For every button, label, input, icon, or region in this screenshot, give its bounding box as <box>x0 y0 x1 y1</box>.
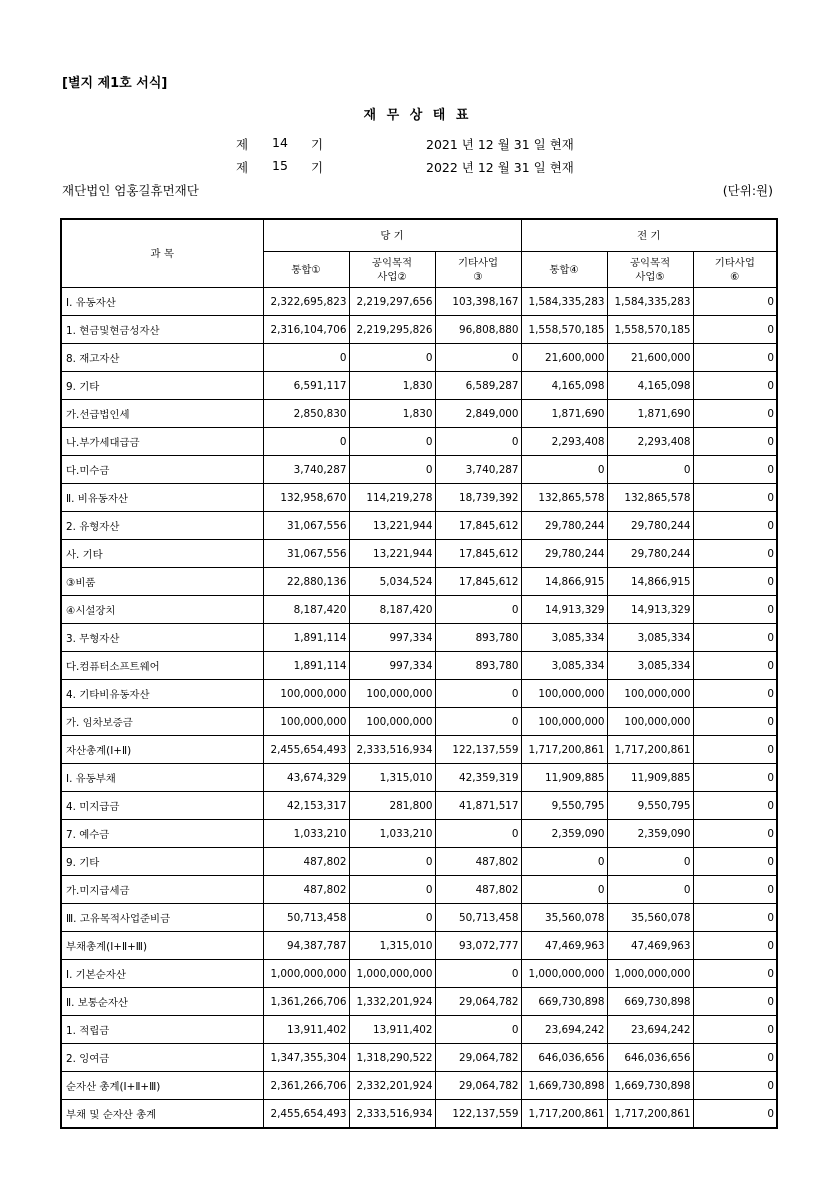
amount-cell: 50,713,458 <box>435 904 521 932</box>
amount-cell: 0 <box>693 1100 777 1129</box>
row-label: 4. 기타비유동자산 <box>61 680 263 708</box>
row-label: Ⅲ. 고유목적사업준비금 <box>61 904 263 932</box>
row-label: Ⅰ. 기본순자산 <box>61 960 263 988</box>
amount-cell: 23,694,242 <box>607 1016 693 1044</box>
amount-cell: 0 <box>435 680 521 708</box>
amount-cell: 2,219,297,656 <box>349 288 435 316</box>
amount-cell: 1,000,000,000 <box>607 960 693 988</box>
amount-cell: 0 <box>263 344 349 372</box>
table-row <box>61 848 777 876</box>
amount-cell: 3,740,287 <box>435 456 521 484</box>
row-label: 자산총계(Ⅰ+Ⅱ) <box>61 736 263 764</box>
table-row <box>61 484 777 512</box>
period-date: 2022 년 12 월 31 일 현재 <box>426 160 574 175</box>
amount-cell: 23,694,242 <box>521 1016 607 1044</box>
amount-cell: 29,064,782 <box>435 1044 521 1072</box>
amount-cell: 1,871,690 <box>607 400 693 428</box>
amount-cell: 0 <box>693 400 777 428</box>
amount-cell: 1,830 <box>349 372 435 400</box>
amount-cell: 29,780,244 <box>607 512 693 540</box>
amount-cell: 0 <box>349 904 435 932</box>
amount-cell: 41,871,517 <box>435 792 521 820</box>
row-label: 4. 미지급금 <box>61 792 263 820</box>
amount-cell: 2,361,266,706 <box>263 1072 349 1100</box>
row-label: Ⅰ. 유동자산 <box>61 288 263 316</box>
amount-cell: 0 <box>607 456 693 484</box>
amount-cell: 13,221,944 <box>349 540 435 568</box>
amount-cell: 132,958,670 <box>263 484 349 512</box>
amount-cell: 487,802 <box>263 876 349 904</box>
amount-cell: 1,669,730,898 <box>607 1072 693 1100</box>
amount-cell: 2,849,000 <box>435 400 521 428</box>
row-label: 나.부가세대급금 <box>61 428 263 456</box>
header-current-period: 당 기 <box>263 219 521 252</box>
amount-cell: 0 <box>693 988 777 1016</box>
amount-cell: 13,221,944 <box>349 512 435 540</box>
row-label: 3. 무형자산 <box>61 624 263 652</box>
amount-cell: 0 <box>435 708 521 736</box>
row-label: Ⅱ. 보통순자산 <box>61 988 263 1016</box>
amount-cell: 3,740,287 <box>263 456 349 484</box>
amount-cell: 0 <box>693 680 777 708</box>
amount-cell: 0 <box>693 652 777 680</box>
amount-cell: 0 <box>693 372 777 400</box>
amount-cell: 893,780 <box>435 652 521 680</box>
header-col: 공익목적 사업⑤ <box>607 252 693 288</box>
amount-cell: 1,347,355,304 <box>263 1044 349 1072</box>
amount-cell: 1,891,114 <box>263 652 349 680</box>
amount-cell: 2,850,830 <box>263 400 349 428</box>
amount-cell: 1,669,730,898 <box>521 1072 607 1100</box>
amount-cell: 47,469,963 <box>521 932 607 960</box>
row-label: 가. 임차보증금 <box>61 708 263 736</box>
amount-cell: 35,560,078 <box>607 904 693 932</box>
amount-cell: 646,036,656 <box>607 1044 693 1072</box>
table-row <box>61 400 777 428</box>
amount-cell: 21,600,000 <box>521 344 607 372</box>
period-number: 15 <box>272 158 288 173</box>
amount-cell: 1,315,010 <box>349 764 435 792</box>
table-row <box>61 288 777 316</box>
amount-cell: 669,730,898 <box>521 988 607 1016</box>
amount-cell: 2,359,090 <box>521 820 607 848</box>
amount-cell: 0 <box>693 820 777 848</box>
row-label: 2. 잉여금 <box>61 1044 263 1072</box>
amount-cell: 0 <box>435 344 521 372</box>
amount-cell: 1,891,114 <box>263 624 349 652</box>
amount-cell: 1,318,290,522 <box>349 1044 435 1072</box>
amount-cell: 100,000,000 <box>607 680 693 708</box>
amount-cell: 47,469,963 <box>607 932 693 960</box>
amount-cell: 35,560,078 <box>521 904 607 932</box>
amount-cell: 94,387,787 <box>263 932 349 960</box>
amount-cell: 29,780,244 <box>521 540 607 568</box>
amount-cell: 0 <box>349 456 435 484</box>
row-label: 9. 기타 <box>61 848 263 876</box>
amount-cell: 8,187,420 <box>263 596 349 624</box>
amount-cell: 21,600,000 <box>607 344 693 372</box>
header-col: 공익목적 사업② <box>349 252 435 288</box>
table-row <box>61 792 777 820</box>
row-label: 1. 현금및현금성자산 <box>61 316 263 344</box>
amount-cell: 646,036,656 <box>521 1044 607 1072</box>
amount-cell: 0 <box>435 820 521 848</box>
amount-cell: 0 <box>349 876 435 904</box>
amount-cell: 14,913,329 <box>521 596 607 624</box>
amount-cell: 1,361,266,706 <box>263 988 349 1016</box>
amount-cell: 1,717,200,861 <box>607 1100 693 1129</box>
amount-cell: 22,880,136 <box>263 568 349 596</box>
table-row <box>61 624 777 652</box>
amount-cell: 13,911,402 <box>349 1016 435 1044</box>
amount-cell: 0 <box>693 960 777 988</box>
amount-cell: 31,067,556 <box>263 512 349 540</box>
amount-cell: 11,909,885 <box>521 764 607 792</box>
amount-cell: 0 <box>263 428 349 456</box>
amount-cell: 0 <box>349 848 435 876</box>
table-row <box>61 1016 777 1044</box>
amount-cell: 0 <box>693 1044 777 1072</box>
amount-cell: 0 <box>693 288 777 316</box>
amount-cell: 1,000,000,000 <box>349 960 435 988</box>
amount-cell: 0 <box>521 848 607 876</box>
amount-cell: 0 <box>693 484 777 512</box>
header-subject: 과 목 <box>61 219 263 288</box>
amount-cell: 29,064,782 <box>435 1072 521 1100</box>
amount-cell: 103,398,167 <box>435 288 521 316</box>
row-label: 7. 예수금 <box>61 820 263 848</box>
amount-cell: 1,584,335,283 <box>607 288 693 316</box>
amount-cell: 2,455,654,493 <box>263 1100 349 1129</box>
row-label: 다.미수금 <box>61 456 263 484</box>
header-col: 통합④ <box>521 252 607 288</box>
amount-cell: 997,334 <box>349 652 435 680</box>
amount-cell: 1,000,000,000 <box>263 960 349 988</box>
amount-cell: 0 <box>693 596 777 624</box>
table-row <box>61 960 777 988</box>
amount-cell: 0 <box>693 316 777 344</box>
amount-cell: 487,802 <box>435 848 521 876</box>
period-number: 14 <box>272 135 288 150</box>
amount-cell: 0 <box>693 904 777 932</box>
amount-cell: 132,865,578 <box>607 484 693 512</box>
table-row <box>61 764 777 792</box>
amount-cell: 3,085,334 <box>521 624 607 652</box>
row-label: 9. 기타 <box>61 372 263 400</box>
amount-cell: 0 <box>693 624 777 652</box>
amount-cell: 0 <box>435 596 521 624</box>
amount-cell: 13,911,402 <box>263 1016 349 1044</box>
period-date: 2021 년 12 월 31 일 현재 <box>426 137 574 152</box>
amount-cell: 0 <box>693 1072 777 1100</box>
amount-cell: 0 <box>693 344 777 372</box>
amount-cell: 4,165,098 <box>521 372 607 400</box>
row-label: 사. 기타 <box>61 540 263 568</box>
table-row <box>61 680 777 708</box>
amount-cell: 2,293,408 <box>521 428 607 456</box>
amount-cell: 29,780,244 <box>521 512 607 540</box>
amount-cell: 3,085,334 <box>607 624 693 652</box>
table-row <box>61 708 777 736</box>
row-label: 부채총계(Ⅰ+Ⅱ+Ⅲ) <box>61 932 263 960</box>
amount-cell: 31,067,556 <box>263 540 349 568</box>
amount-cell: 0 <box>349 344 435 372</box>
amount-cell: 669,730,898 <box>607 988 693 1016</box>
row-label: 가.선급법인세 <box>61 400 263 428</box>
amount-cell: 0 <box>435 428 521 456</box>
amount-cell: 29,780,244 <box>607 540 693 568</box>
row-label: 1. 적립금 <box>61 1016 263 1044</box>
amount-cell: 487,802 <box>435 876 521 904</box>
amount-cell: 2,359,090 <box>607 820 693 848</box>
table-row <box>61 652 777 680</box>
row-label: 8. 재고자산 <box>61 344 263 372</box>
table-row <box>61 568 777 596</box>
amount-cell: 0 <box>693 540 777 568</box>
amount-cell: 0 <box>435 960 521 988</box>
amount-cell: 1,717,200,861 <box>607 736 693 764</box>
amount-cell: 1,871,690 <box>521 400 607 428</box>
table-row <box>61 1072 777 1100</box>
amount-cell: 100,000,000 <box>521 680 607 708</box>
amount-cell: 2,455,654,493 <box>263 736 349 764</box>
amount-cell: 1,332,201,924 <box>349 988 435 1016</box>
amount-cell: 0 <box>693 1016 777 1044</box>
unit-label: (단위:원) <box>722 183 773 198</box>
balance-sheet-table <box>60 218 778 1129</box>
header-col: 기타사업 ⑥ <box>693 252 777 288</box>
amount-cell: 0 <box>693 932 777 960</box>
amount-cell: 0 <box>693 736 777 764</box>
amount-cell: 0 <box>693 456 777 484</box>
amount-cell: 0 <box>607 848 693 876</box>
row-label: Ⅱ. 비유동자산 <box>61 484 263 512</box>
amount-cell: 0 <box>693 764 777 792</box>
table-row <box>61 876 777 904</box>
amount-cell: 122,137,559 <box>435 1100 521 1129</box>
amount-cell: 1,315,010 <box>349 932 435 960</box>
form-tag: [별지 제1호 서식] <box>62 76 168 91</box>
table-row <box>61 540 777 568</box>
table-row <box>61 344 777 372</box>
amount-cell: 100,000,000 <box>349 708 435 736</box>
row-label: 부채 및 순자산 총계 <box>61 1100 263 1129</box>
row-label: ④시설장치 <box>61 596 263 624</box>
amount-cell: 29,064,782 <box>435 988 521 1016</box>
amount-cell: 2,293,408 <box>607 428 693 456</box>
amount-cell: 0 <box>607 876 693 904</box>
amount-cell: 0 <box>435 1016 521 1044</box>
table-row <box>61 372 777 400</box>
amount-cell: 0 <box>693 876 777 904</box>
amount-cell: 3,085,334 <box>521 652 607 680</box>
amount-cell: 1,558,570,185 <box>521 316 607 344</box>
period-je: 제 <box>236 137 249 152</box>
row-label: 가.미지급세금 <box>61 876 263 904</box>
table-row <box>61 456 777 484</box>
amount-cell: 8,187,420 <box>349 596 435 624</box>
amount-cell: 0 <box>349 428 435 456</box>
amount-cell: 17,845,612 <box>435 512 521 540</box>
amount-cell: 100,000,000 <box>349 680 435 708</box>
amount-cell: 2,333,516,934 <box>349 736 435 764</box>
amount-cell: 1,033,210 <box>349 820 435 848</box>
amount-cell: 93,072,777 <box>435 932 521 960</box>
amount-cell: 2,332,201,924 <box>349 1072 435 1100</box>
header-prior-period: 전 기 <box>521 219 777 252</box>
amount-cell: 2,322,695,823 <box>263 288 349 316</box>
amount-cell: 114,219,278 <box>349 484 435 512</box>
amount-cell: 100,000,000 <box>607 708 693 736</box>
organization-name: 재단법인 엄홍길휴먼재단 <box>62 183 199 198</box>
amount-cell: 893,780 <box>435 624 521 652</box>
amount-cell: 42,153,317 <box>263 792 349 820</box>
table-row <box>61 512 777 540</box>
amount-cell: 0 <box>693 568 777 596</box>
amount-cell: 14,913,329 <box>607 596 693 624</box>
table-body <box>61 288 777 1129</box>
table-row <box>61 736 777 764</box>
amount-cell: 6,591,117 <box>263 372 349 400</box>
table-row <box>61 904 777 932</box>
amount-cell: 9,550,795 <box>521 792 607 820</box>
document-title: 재 무 상 태 표 <box>363 108 472 123</box>
amount-cell: 1,558,570,185 <box>607 316 693 344</box>
amount-cell: 1,000,000,000 <box>521 960 607 988</box>
amount-cell: 50,713,458 <box>263 904 349 932</box>
row-label: Ⅰ. 유동부채 <box>61 764 263 792</box>
amount-cell: 0 <box>693 428 777 456</box>
table-row <box>61 1100 777 1129</box>
period-gi: 기 <box>311 137 324 152</box>
amount-cell: 4,165,098 <box>607 372 693 400</box>
table-row <box>61 316 777 344</box>
row-label: 2. 유형자산 <box>61 512 263 540</box>
table-row <box>61 1044 777 1072</box>
amount-cell: 17,845,612 <box>435 540 521 568</box>
amount-cell: 17,845,612 <box>435 568 521 596</box>
amount-cell: 5,034,524 <box>349 568 435 596</box>
table-row <box>61 596 777 624</box>
amount-cell: 100,000,000 <box>263 708 349 736</box>
amount-cell: 0 <box>693 708 777 736</box>
amount-cell: 1,717,200,861 <box>521 736 607 764</box>
amount-cell: 0 <box>693 792 777 820</box>
amount-cell: 100,000,000 <box>263 680 349 708</box>
amount-cell: 11,909,885 <box>607 764 693 792</box>
period-je: 제 <box>236 160 249 175</box>
amount-cell: 9,550,795 <box>607 792 693 820</box>
amount-cell: 0 <box>521 456 607 484</box>
amount-cell: 2,333,516,934 <box>349 1100 435 1129</box>
amount-cell: 1,033,210 <box>263 820 349 848</box>
row-label: 다.컴퓨터소프트웨어 <box>61 652 263 680</box>
table-row <box>61 932 777 960</box>
period-gi: 기 <box>311 160 324 175</box>
amount-cell: 43,674,329 <box>263 764 349 792</box>
amount-cell: 1,830 <box>349 400 435 428</box>
table-row <box>61 988 777 1016</box>
table-row <box>61 428 777 456</box>
amount-cell: 0 <box>693 512 777 540</box>
amount-cell: 1,584,335,283 <box>521 288 607 316</box>
amount-cell: 1,717,200,861 <box>521 1100 607 1129</box>
amount-cell: 997,334 <box>349 624 435 652</box>
amount-cell: 18,739,392 <box>435 484 521 512</box>
header-col: 기타사업 ③ <box>435 252 521 288</box>
amount-cell: 14,866,915 <box>607 568 693 596</box>
amount-cell: 100,000,000 <box>521 708 607 736</box>
row-label: ③비품 <box>61 568 263 596</box>
amount-cell: 2,219,295,826 <box>349 316 435 344</box>
amount-cell: 3,085,334 <box>607 652 693 680</box>
amount-cell: 96,808,880 <box>435 316 521 344</box>
table-row <box>61 820 777 848</box>
header-col: 통합① <box>263 252 349 288</box>
amount-cell: 281,800 <box>349 792 435 820</box>
amount-cell: 122,137,559 <box>435 736 521 764</box>
amount-cell: 0 <box>693 848 777 876</box>
amount-cell: 2,316,104,706 <box>263 316 349 344</box>
amount-cell: 487,802 <box>263 848 349 876</box>
amount-cell: 42,359,319 <box>435 764 521 792</box>
amount-cell: 0 <box>521 876 607 904</box>
amount-cell: 132,865,578 <box>521 484 607 512</box>
amount-cell: 6,589,287 <box>435 372 521 400</box>
amount-cell: 14,866,915 <box>521 568 607 596</box>
row-label: 순자산 총계(Ⅰ+Ⅱ+Ⅲ) <box>61 1072 263 1100</box>
